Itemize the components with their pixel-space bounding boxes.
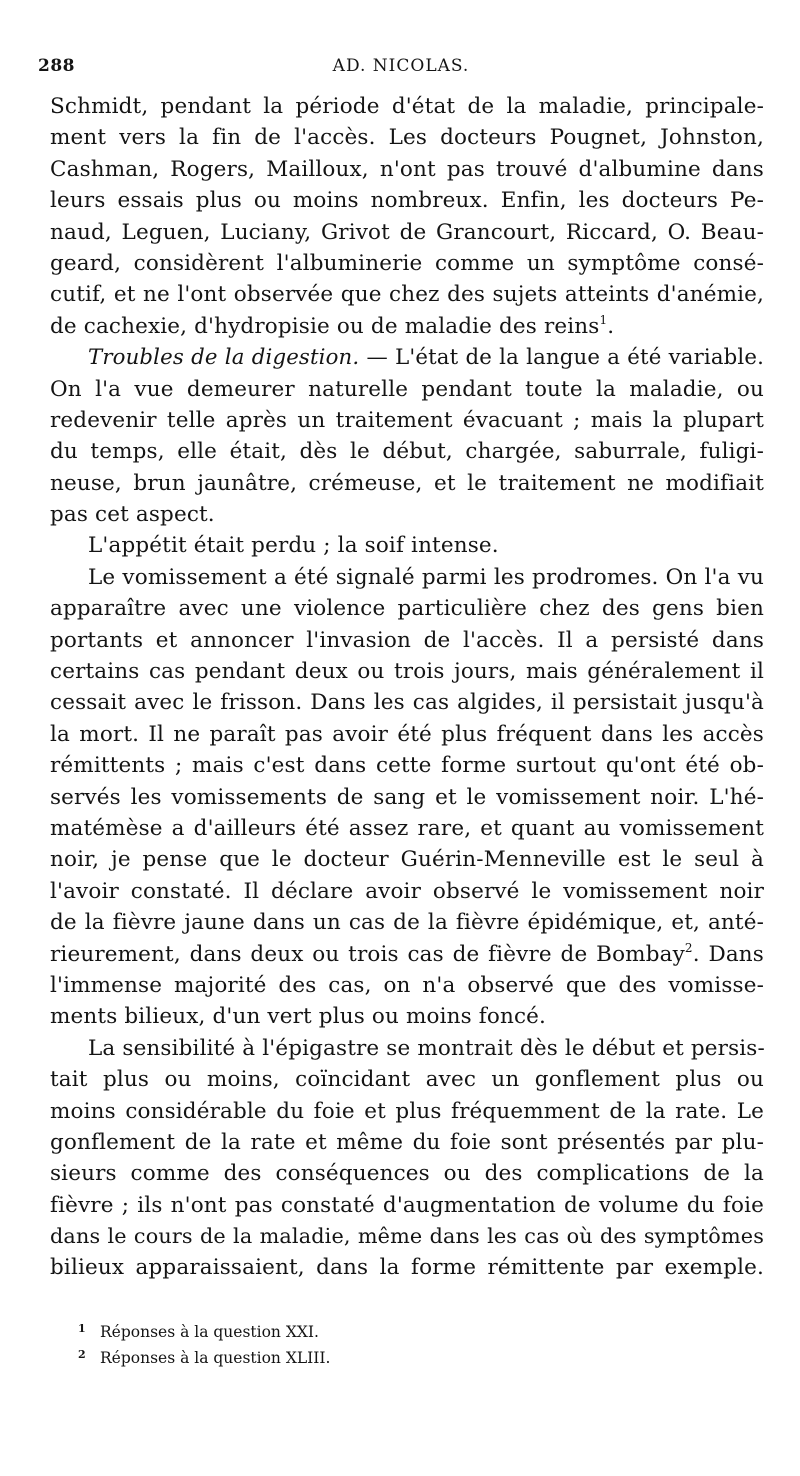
line-text: cutif, et ne l'ont observée que chez des sujets atteints d'anémie, [50,282,764,308]
line-text: Cashman, Rogers, Mailloux, n'ont pas trouvé d'albumine dans [50,156,764,182]
footnotes [78,1316,678,1368]
line-text: Schmidt, pendant la période d'état de la maladie, principale- [50,94,764,119]
text-line [50,374,764,405]
text-line [50,405,764,436]
text-line [50,939,764,970]
text-line [50,248,764,279]
footnote-mark: 1 [78,1322,86,1335]
text-line [50,687,764,718]
text-line [50,562,764,593]
line-text: sieurs comme des conséquences ou des complications de la [50,1161,764,1187]
footnote-reference: 2 [684,940,693,955]
text-line [50,1001,764,1032]
text-line [50,813,764,844]
text-line [50,499,764,530]
footnote [78,1316,678,1342]
text-line [50,656,764,687]
footnote [78,1342,678,1368]
text-line [50,530,764,561]
footnote-mark: 2 [78,1348,86,1361]
line-text: neuse, brun jaunâtre, crémeuse, et le traitement ne modifiait [50,470,764,496]
text-line [50,876,764,907]
page-number: 288 [38,56,75,76]
text-line [50,122,764,153]
line-text: pas cet aspect. [50,502,215,528]
line-text: la mort. Il ne paraît pas avoir été plus fréquent dans les accès [50,721,764,747]
line-text: de cachexie, d'hydropisie ou de maladie des reins [50,313,600,339]
line-text: de la fièvre jaune dans un cas de la fièvre épidémique, et, anté- [50,910,764,936]
text-line [50,342,764,373]
line-text: fièvre ; ils n'ont pas constaté d'augmentation de volume du foie [50,1192,764,1218]
text-line [50,1252,764,1283]
line-text: rieurement, dans deux ou trois cas de fièvre de Bombay [50,941,685,967]
line-text: bilieux apparaissaient, dans la forme rémittente par exemple. [50,1255,764,1281]
text-line [50,907,764,938]
text-line [50,185,764,216]
text-line [50,1221,764,1252]
line-text-continued: . Dans [692,941,764,967]
line-text: rémittents ; mais c'est dans cette forme surtout qu'ont été ob- [50,753,764,779]
text-line [50,217,764,248]
text-line [50,91,764,122]
line-text: dans le cours de la maladie, même dans les cas où des symptômes [50,1224,764,1249]
text-line [50,970,764,1001]
line-text: On l'a vue demeurer naturelle pendant toute la maladie, ou [50,376,764,402]
line-text: apparaître avec une violence particulière chez des gens bien [50,596,764,622]
text-line [50,311,764,342]
text-line [50,625,764,656]
text-line [50,1158,764,1189]
text-line [50,279,764,310]
text-line [50,468,764,499]
line-text: L'appétit était perdu ; la soif intense. [88,533,499,559]
text-line [50,1190,764,1221]
line-text: leurs essais plus ou moins nombreux. Enfin, les docteurs Pe- [50,188,764,214]
line-text: naud, Leguen, Luciany, Grivot de Grancourt, Riccard, O. Beau- [50,219,764,245]
line-text: servés les vomissements de sang et le vomissement noir. L'hé- [50,784,764,810]
text-line [50,1127,764,1158]
text-line [50,436,764,467]
line-text: — L'état de la langue a été variable. [359,345,765,371]
text-line [50,1033,764,1064]
line-text: portants et annoncer l'invasion de l'accès. Il a persisté dans [50,627,764,653]
line-text: noir, je pense que le docteur Guérin-Menneville est le seul à [50,847,764,873]
line-text: geard, considèrent l'albuminerie comme un symptôme consé- [50,250,764,276]
text-line [50,593,764,624]
line-text: certains cas pendant deux ou trois jours, mais généralement il [50,659,764,685]
text-line [50,750,764,781]
line-text: gonflement de la rate et même du foie sont présentés par plu- [50,1129,764,1155]
footnote-text: Réponses à la question XXI. [100,1323,319,1341]
page-header [38,56,764,86]
line-text: matémèse a d'ailleurs été assez rare, et quant au vomissement [50,815,764,841]
line-text: du temps, elle était, dès le début, chargée, saburrale, fuligi- [50,439,764,465]
line-text: La sensibilité à l'épigastre se montrait dès le début et persis- [88,1035,765,1061]
text-line [50,1096,764,1127]
text-line [50,719,764,750]
running-head: AD. NICOLAS. [332,56,470,76]
line-text-continued: . [607,313,615,339]
body-text [50,91,764,1284]
line-text: ment vers la fin de l'accès. Les docteurs Pougnet, Johnston, [50,125,764,151]
text-line [50,782,764,813]
section-heading: Troubles de la digestion. [88,345,360,371]
line-text: cessait avec le frisson. Dans les cas algides, il persistait jusqu'à [50,690,764,716]
footnote-text: Réponses à la question XLIII. [100,1349,331,1367]
line-text: l'avoir constaté. Il déclare avoir observé le vomissement noir [50,878,764,904]
line-text: redevenir telle après un traitement évacuant ; mais la plupart [50,407,764,433]
line-text: ments bilieux, d'un vert plus ou moins foncé. [50,1004,547,1030]
line-text: l'immense majorité des cas, on n'a observé que des vomisse- [50,972,764,998]
text-line [50,154,764,185]
line-text: tait plus ou moins, coïncidant avec un gonflement plus ou [50,1067,764,1093]
text-line [50,844,764,875]
line-text: moins considérable du foie et plus fréquemment de la rate. Le [50,1098,764,1124]
line-text: Le vomissement a été signalé parmi les prodromes. On l'a vu [88,564,764,590]
text-line [50,1064,764,1095]
footnote-reference: 1 [599,312,608,327]
